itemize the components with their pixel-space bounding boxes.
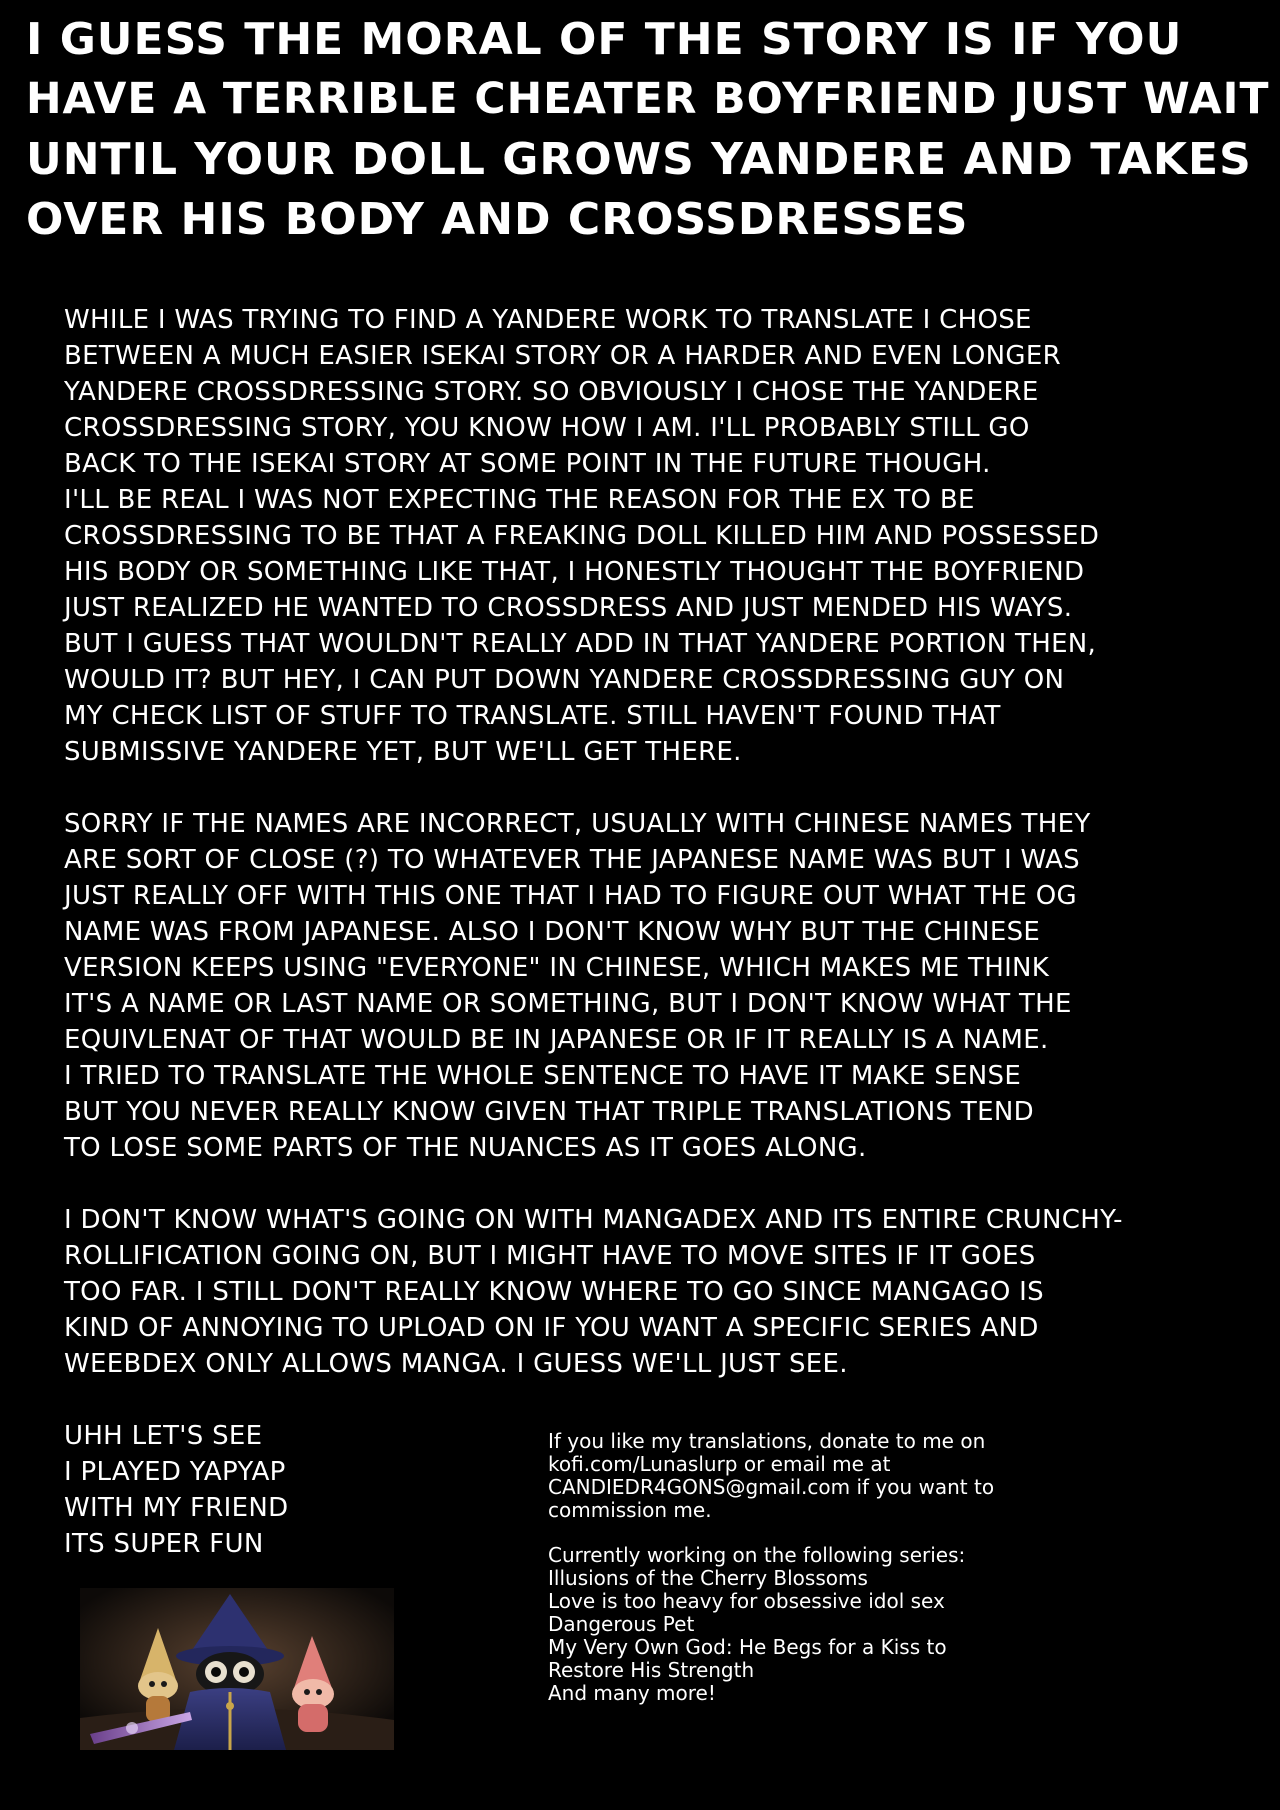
credits-block bbox=[548, 1430, 1268, 1705]
spacer bbox=[548, 1522, 1268, 1544]
paragraph-names-note bbox=[64, 806, 1264, 1166]
text-line: JUST REALLY OFF WITH THIS ONE THAT I HAD TO FIGURE OUT WHAT THE OG bbox=[64, 881, 1077, 911]
text-line: CROSSDRESSING TO BE THAT A FREAKING DOLL KILLED HIM AND POSSESSED bbox=[64, 521, 1100, 551]
text-line: HIS BODY OR SOMETHING LIKE THAT, I HONESTLY THOUGHT THE BOYFRIEND bbox=[64, 557, 1085, 587]
text-line: MY CHECK LIST OF STUFF TO TRANSLATE. STILL HAVEN'T FOUND THAT bbox=[64, 701, 1001, 731]
page-heading bbox=[26, 10, 1270, 250]
text-line: I DON'T KNOW WHAT'S GOING ON WITH MANGADEX AND ITS ENTIRE CRUNCHY- bbox=[64, 1205, 1123, 1235]
text-line: I TRIED TO TRANSLATE THE WHOLE SENTENCE TO HAVE IT MAKE SENSE bbox=[64, 1061, 1022, 1091]
text-line: BUT I GUESS THAT WOULDN'T REALLY ADD IN THAT YANDERE PORTION THEN, bbox=[64, 629, 1097, 659]
series-item: And many more! bbox=[548, 1681, 716, 1705]
text-line: YANDERE CROSSDRESSING STORY. SO OBVIOUSLY I CHOSE THE YANDERE bbox=[64, 377, 1039, 407]
text-line: JUST REALIZED HE WANTED TO CROSSDRESS AND JUST MENDED HIS WAYS. bbox=[64, 593, 1073, 623]
side-note bbox=[64, 1418, 504, 1562]
series-heading: Currently working on the following series: bbox=[548, 1543, 966, 1567]
text-line: KIND OF ANNOYING TO UPLOAD ON IF YOU WANT A SPECIFIC SERIES AND bbox=[64, 1313, 1039, 1343]
text-line: TO LOSE SOME PARTS OF THE NUANCES AS IT GOES ALONG. bbox=[64, 1133, 867, 1163]
heading-line: HAVE A TERRIBLE CHEATER BOYFRIEND JUST WAIT bbox=[26, 75, 1270, 124]
text-line: SORRY IF THE NAMES ARE INCORRECT, USUALLY WITH CHINESE NAMES THEY bbox=[64, 809, 1091, 839]
heading-line: I GUESS THE MORAL OF THE STORY IS IF YOU bbox=[26, 14, 1183, 65]
donate-line: If you like my translations, donate to me on bbox=[548, 1429, 986, 1453]
text-line: CROSSDRESSING STORY, YOU KNOW HOW I AM. I'LL PROBABLY STILL GO bbox=[64, 413, 1030, 443]
paragraph-yandere-choice bbox=[64, 302, 1264, 770]
donate-line: commission me. bbox=[548, 1498, 712, 1522]
heading-line: OVER HIS BODY AND CROSSDRESSES bbox=[26, 194, 969, 245]
wizard-characters-illustration bbox=[80, 1588, 394, 1750]
text-line: WOULD IT? BUT HEY, I CAN PUT DOWN YANDERE CROSSDRESSING GUY ON bbox=[64, 665, 1065, 695]
text-line: NAME WAS FROM JAPANESE. ALSO I DON'T KNOW WHY BUT THE CHINESE bbox=[64, 917, 1041, 947]
text-line: UHH LET'S SEE bbox=[64, 1421, 263, 1451]
text-line: ROLLIFICATION GOING ON, BUT I MIGHT HAVE TO MOVE SITES IF IT GOES bbox=[64, 1241, 1036, 1271]
text-line: BUT YOU NEVER REALLY KNOW GIVEN THAT TRIPLE TRANSLATIONS TEND bbox=[64, 1097, 1034, 1127]
text-line: WEEBDEX ONLY ALLOWS MANGA. I GUESS WE'LL JUST SEE. bbox=[64, 1349, 848, 1379]
heading-line: UNTIL YOUR DOLL GROWS YANDERE AND TAKES bbox=[26, 134, 1252, 185]
text-line: EQUIVLENAT OF THAT WOULD BE IN JAPANESE OR IF IT REALLY IS A NAME. bbox=[64, 1025, 1049, 1055]
text-line: ITS SUPER FUN bbox=[64, 1529, 264, 1559]
text-line: WHILE I WAS TRYING TO FIND A YANDERE WORK TO TRANSLATE I CHOSE bbox=[64, 305, 1032, 335]
donate-line: CANDIEDR4GONS@gmail.com if you want to bbox=[548, 1475, 995, 1499]
text-line: BETWEEN A MUCH EASIER ISEKAI STORY OR A HARDER AND EVEN LONGER bbox=[64, 341, 1061, 371]
text-line: IT'S A NAME OR LAST NAME OR SOMETHING, BUT I DON'T KNOW WHAT THE bbox=[64, 989, 1072, 1019]
series-item: Illusions of the Cherry Blossoms bbox=[548, 1566, 868, 1590]
text-line: VERSION KEEPS USING "EVERYONE" IN CHINESE, WHICH MAKES ME THINK bbox=[64, 953, 1050, 983]
text-line: BACK TO THE ISEKAI STORY AT SOME POINT IN THE FUTURE THOUGH. bbox=[64, 449, 991, 479]
game-screenshot-image bbox=[80, 1588, 394, 1750]
series-item: Restore His Strength bbox=[548, 1658, 755, 1682]
text-line: SUBMISSIVE YANDERE YET, BUT WE'LL GET THERE. bbox=[64, 737, 742, 767]
series-item: Dangerous Pet bbox=[548, 1612, 695, 1636]
donate-line: kofi.com/Lunaslurp or email me at bbox=[548, 1452, 891, 1476]
text-line: I'LL BE REAL I WAS NOT EXPECTING THE REASON FOR THE EX TO BE bbox=[64, 485, 975, 515]
paragraph-mangadex-note bbox=[64, 1202, 1264, 1382]
text-line: TOO FAR. I STILL DON'T REALLY KNOW WHERE TO GO SINCE MANGAGO IS bbox=[64, 1277, 1044, 1307]
text-line: I PLAYED YAPYAP bbox=[64, 1457, 286, 1487]
series-item: Love is too heavy for obsessive idol sex bbox=[548, 1589, 945, 1613]
text-line: ARE SORT OF CLOSE (?) TO WHATEVER THE JAPANESE NAME WAS BUT I WAS bbox=[64, 845, 1080, 875]
series-item: My Very Own God: He Begs for a Kiss to bbox=[548, 1635, 947, 1659]
text-line: WITH MY FRIEND bbox=[64, 1493, 289, 1523]
